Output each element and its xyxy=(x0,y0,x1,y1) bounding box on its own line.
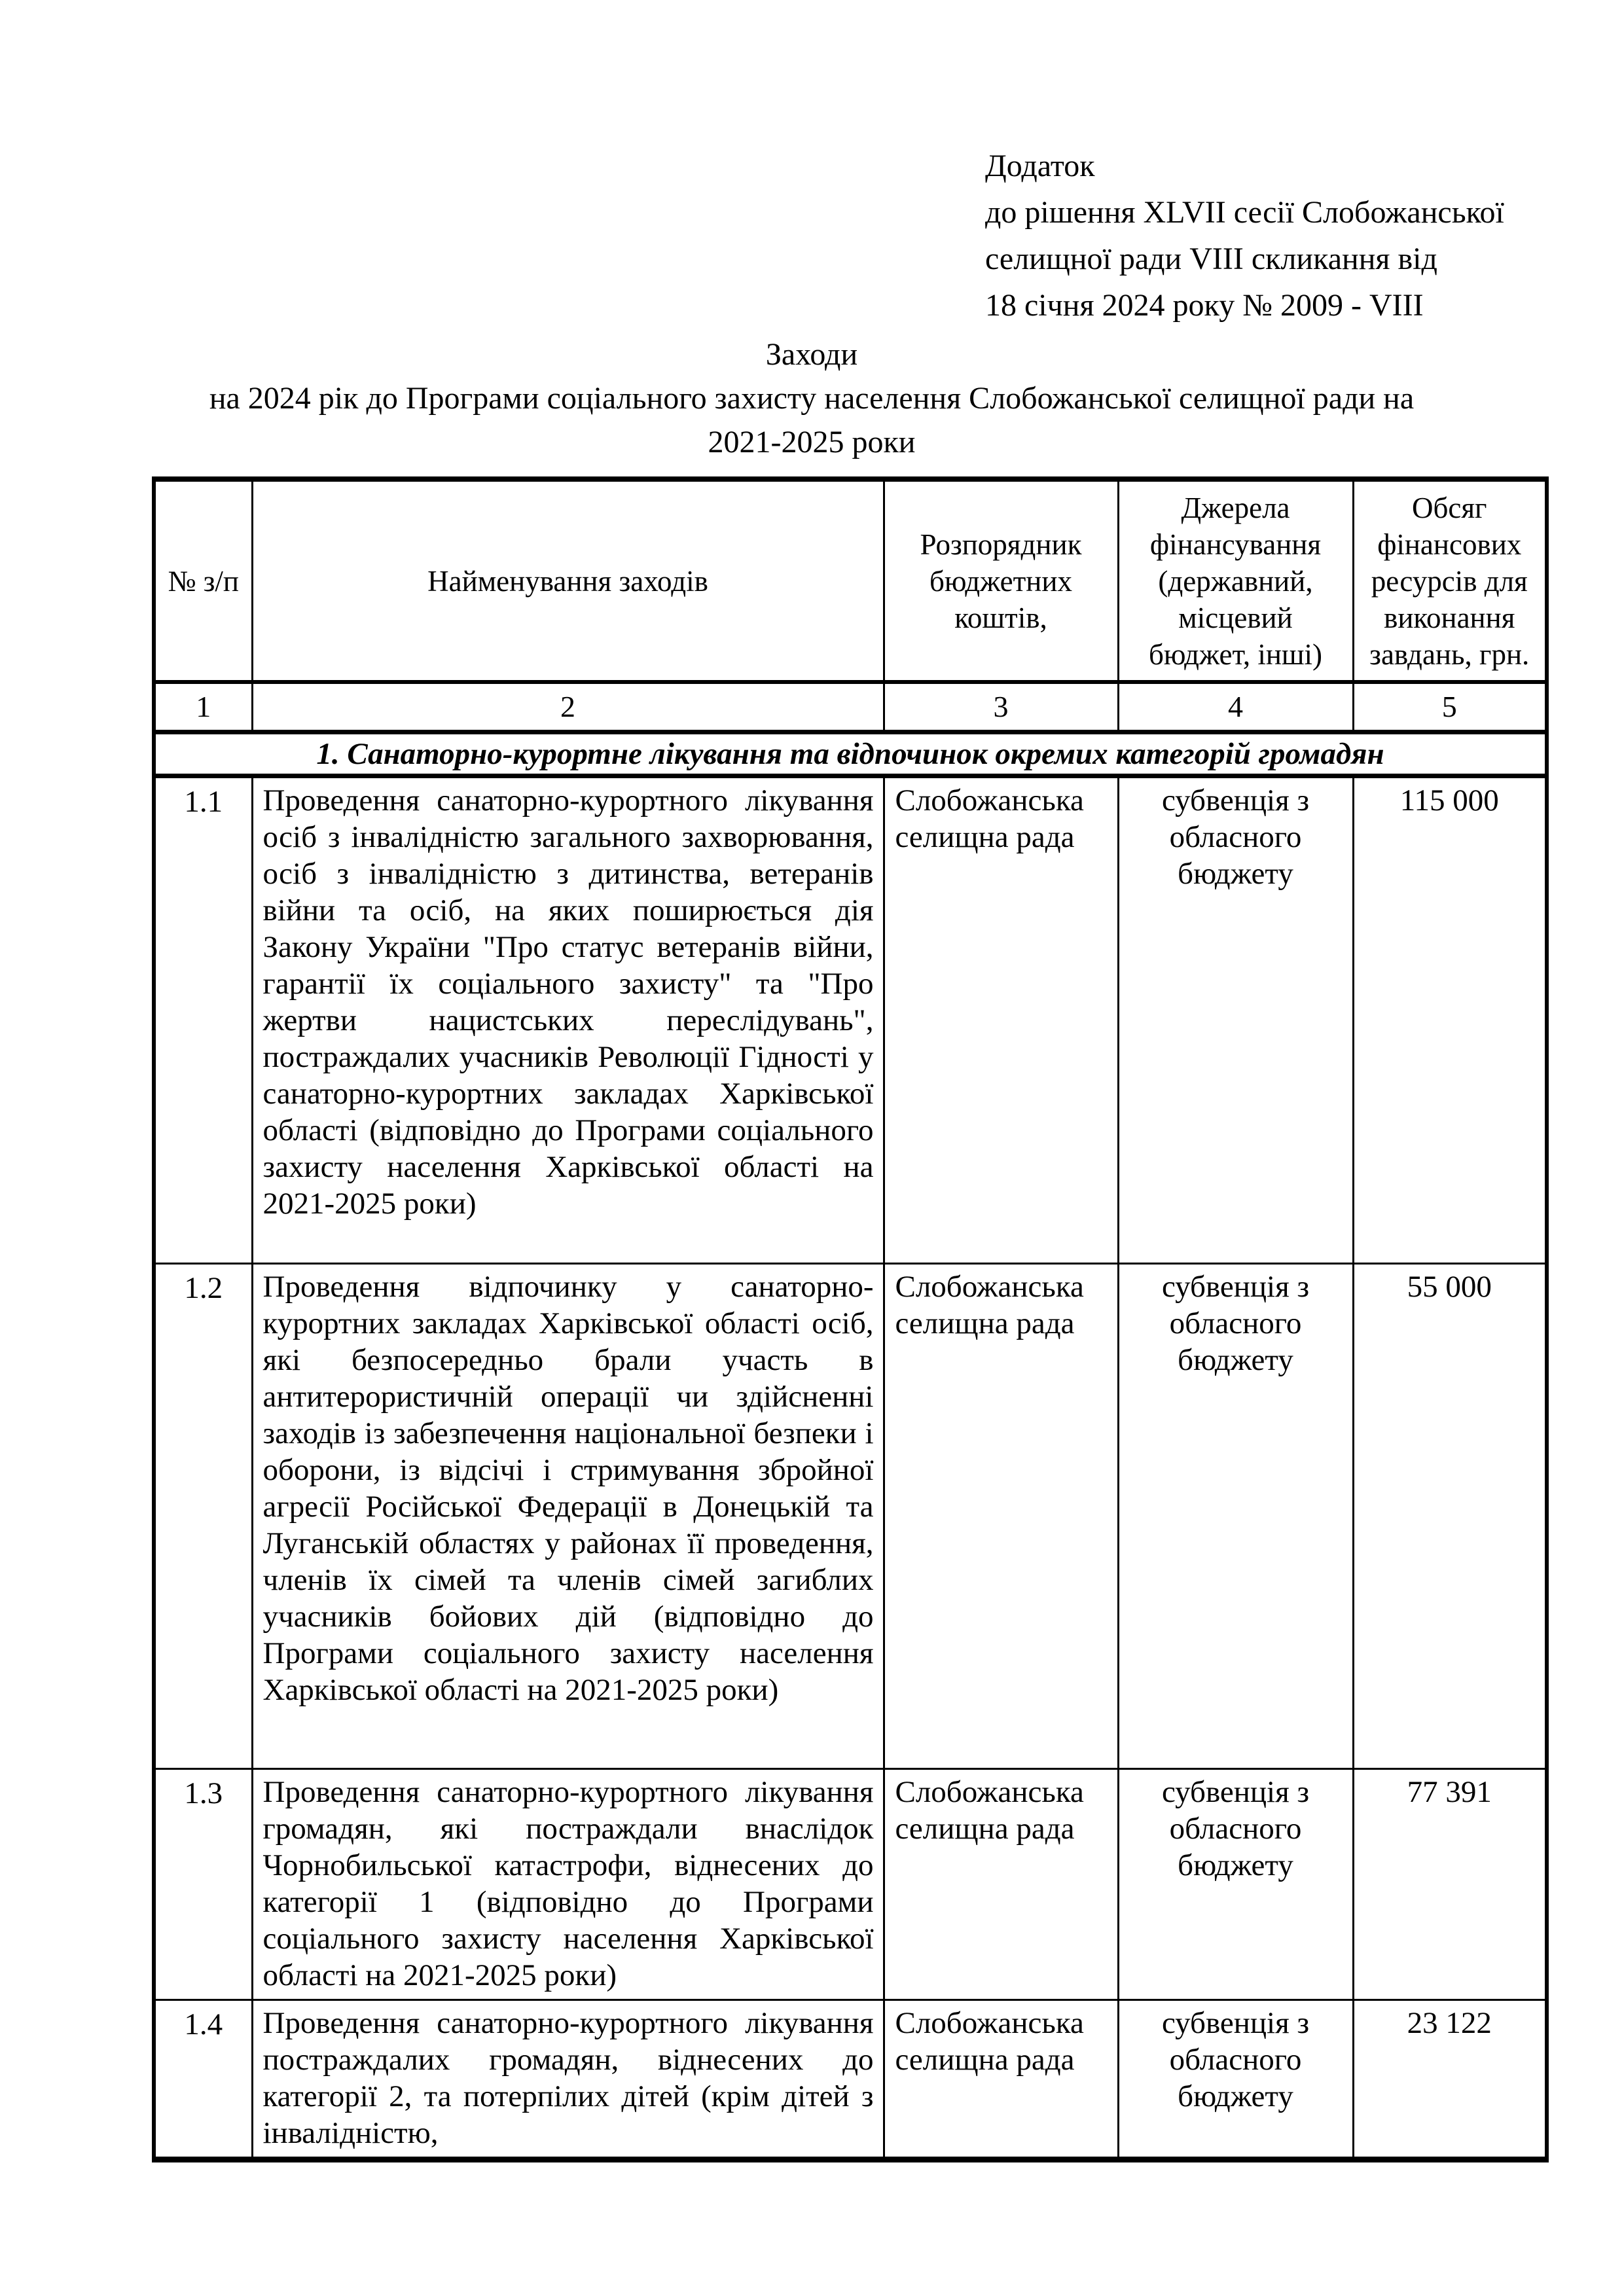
row-number: 1.2 xyxy=(154,1263,252,1768)
budget-manager: Слобожанська селищна рада xyxy=(884,1768,1118,2000)
annex-line: до рішення XLVII сесії Слобожанської xyxy=(985,195,1504,230)
budget-manager: Слобожанська селищна рада xyxy=(884,776,1118,1263)
funding-source: субвенція з обласного бюджету xyxy=(1118,2000,1353,2159)
header-cell-name: Найменування заходів xyxy=(252,479,884,682)
column-number-row xyxy=(154,682,1547,732)
section-title: 1. Санаторно-курортне лікування та відпочинок окремих категорій громадян xyxy=(154,732,1547,776)
annex-line: 18 січня 2024 року № 2009 - VIII xyxy=(985,288,1424,323)
measure-name: Проведення відпочинку у санаторно-курортних закладах Харківської області осіб, які безпосередньо брали участь в антитерористичній операції чи здійсненні заходів із забезпечення національної безпеки і оборони, із відсічі і стримування збройної агресії Російської Федерації в Донецькій та Луганській областях у районах її проведення, членів їх сімей та членів сімей загиблих учасників бойових дій (відповідно до Програми соціального захисту населення Харківської області на 2021-2025 роки) xyxy=(252,1263,884,1768)
row-number: 1.3 xyxy=(154,1768,252,2000)
row-number: 1.4 xyxy=(154,2000,252,2159)
header-cell-amount: Обсяг фінансових ресурсів для виконання завдань, грн. xyxy=(1353,479,1547,682)
measure-name: Проведення санаторно-курортного лікування громадян, які постраждали внаслідок Чорнобильської катастрофи, віднесених до категорії 1 (відповідно до Програми соціального захисту населення Харківської області на 2021-2025 роки) xyxy=(252,1768,884,2000)
section-header-row xyxy=(154,732,1547,776)
budget-manager: Слобожанська селищна рада xyxy=(884,2000,1118,2159)
funding-amount: 115 000 xyxy=(1353,776,1547,1263)
title-line: Заходи xyxy=(765,337,858,372)
column-number: 2 xyxy=(252,682,884,732)
row-number: 1.1 xyxy=(154,776,252,1263)
table-row xyxy=(154,1768,1547,2000)
header-cell-source: Джерела фінансування (державний, місцевий бюджет, інші) xyxy=(1118,479,1353,682)
budget-manager: Слобожанська селищна рада xyxy=(884,1263,1118,1768)
table-row-cutoff xyxy=(154,2000,1547,2159)
table-header-row xyxy=(154,479,1547,682)
header-cell-num: № з/п xyxy=(154,479,252,682)
measure-name: Проведення санаторно-курортного лікування осіб з інвалідністю загального захворювання, осіб з інвалідністю з дитинства, ветеранів війни та осіб, на яких поширюється дія Закону України "Про статус ветеранів війни, гарантії їх соціального захисту" та "Про жертви нацистських переслідувань", постраждалих учасників Революції Гідності у санаторно-курортних закладах Харківської області (відповідно до Програми соціального захисту населення Харківської області на 2021-2025 роки) xyxy=(252,776,884,1263)
column-number: 1 xyxy=(154,682,252,732)
funding-amount: 55 000 xyxy=(1353,1263,1547,1768)
funding-source: субвенція з обласного бюджету xyxy=(1118,1768,1353,2000)
annex-line: Додаток xyxy=(985,149,1095,183)
measure-name: Проведення санаторно-курортного лікування постраждалих громадян, віднесених до категорії 2, та потерпілих дітей (крім дітей з інвалідністю, xyxy=(252,2000,884,2159)
annex-reference-block xyxy=(985,143,1574,329)
header-cell-manager: Розпорядник бюджетних коштів, xyxy=(884,479,1118,682)
title-line: 2021-2025 роки xyxy=(708,425,916,459)
table-row xyxy=(154,776,1547,1263)
document-title xyxy=(115,332,1508,464)
funding-amount: 77 391 xyxy=(1353,1768,1547,2000)
column-number: 3 xyxy=(884,682,1118,732)
title-line: на 2024 рік до Програми соціального захисту населення Слобожанської селищної ради на xyxy=(209,381,1415,416)
funding-amount: 23 122 xyxy=(1353,2000,1547,2159)
funding-source: субвенція з обласного бюджету xyxy=(1118,776,1353,1263)
annex-line: селищної ради VIII скликання від xyxy=(985,242,1437,276)
column-number: 4 xyxy=(1118,682,1353,732)
measures-table xyxy=(152,476,1549,2162)
table-row xyxy=(154,1263,1547,1768)
funding-source: субвенція з обласного бюджету xyxy=(1118,1263,1353,1768)
column-number: 5 xyxy=(1353,682,1547,732)
